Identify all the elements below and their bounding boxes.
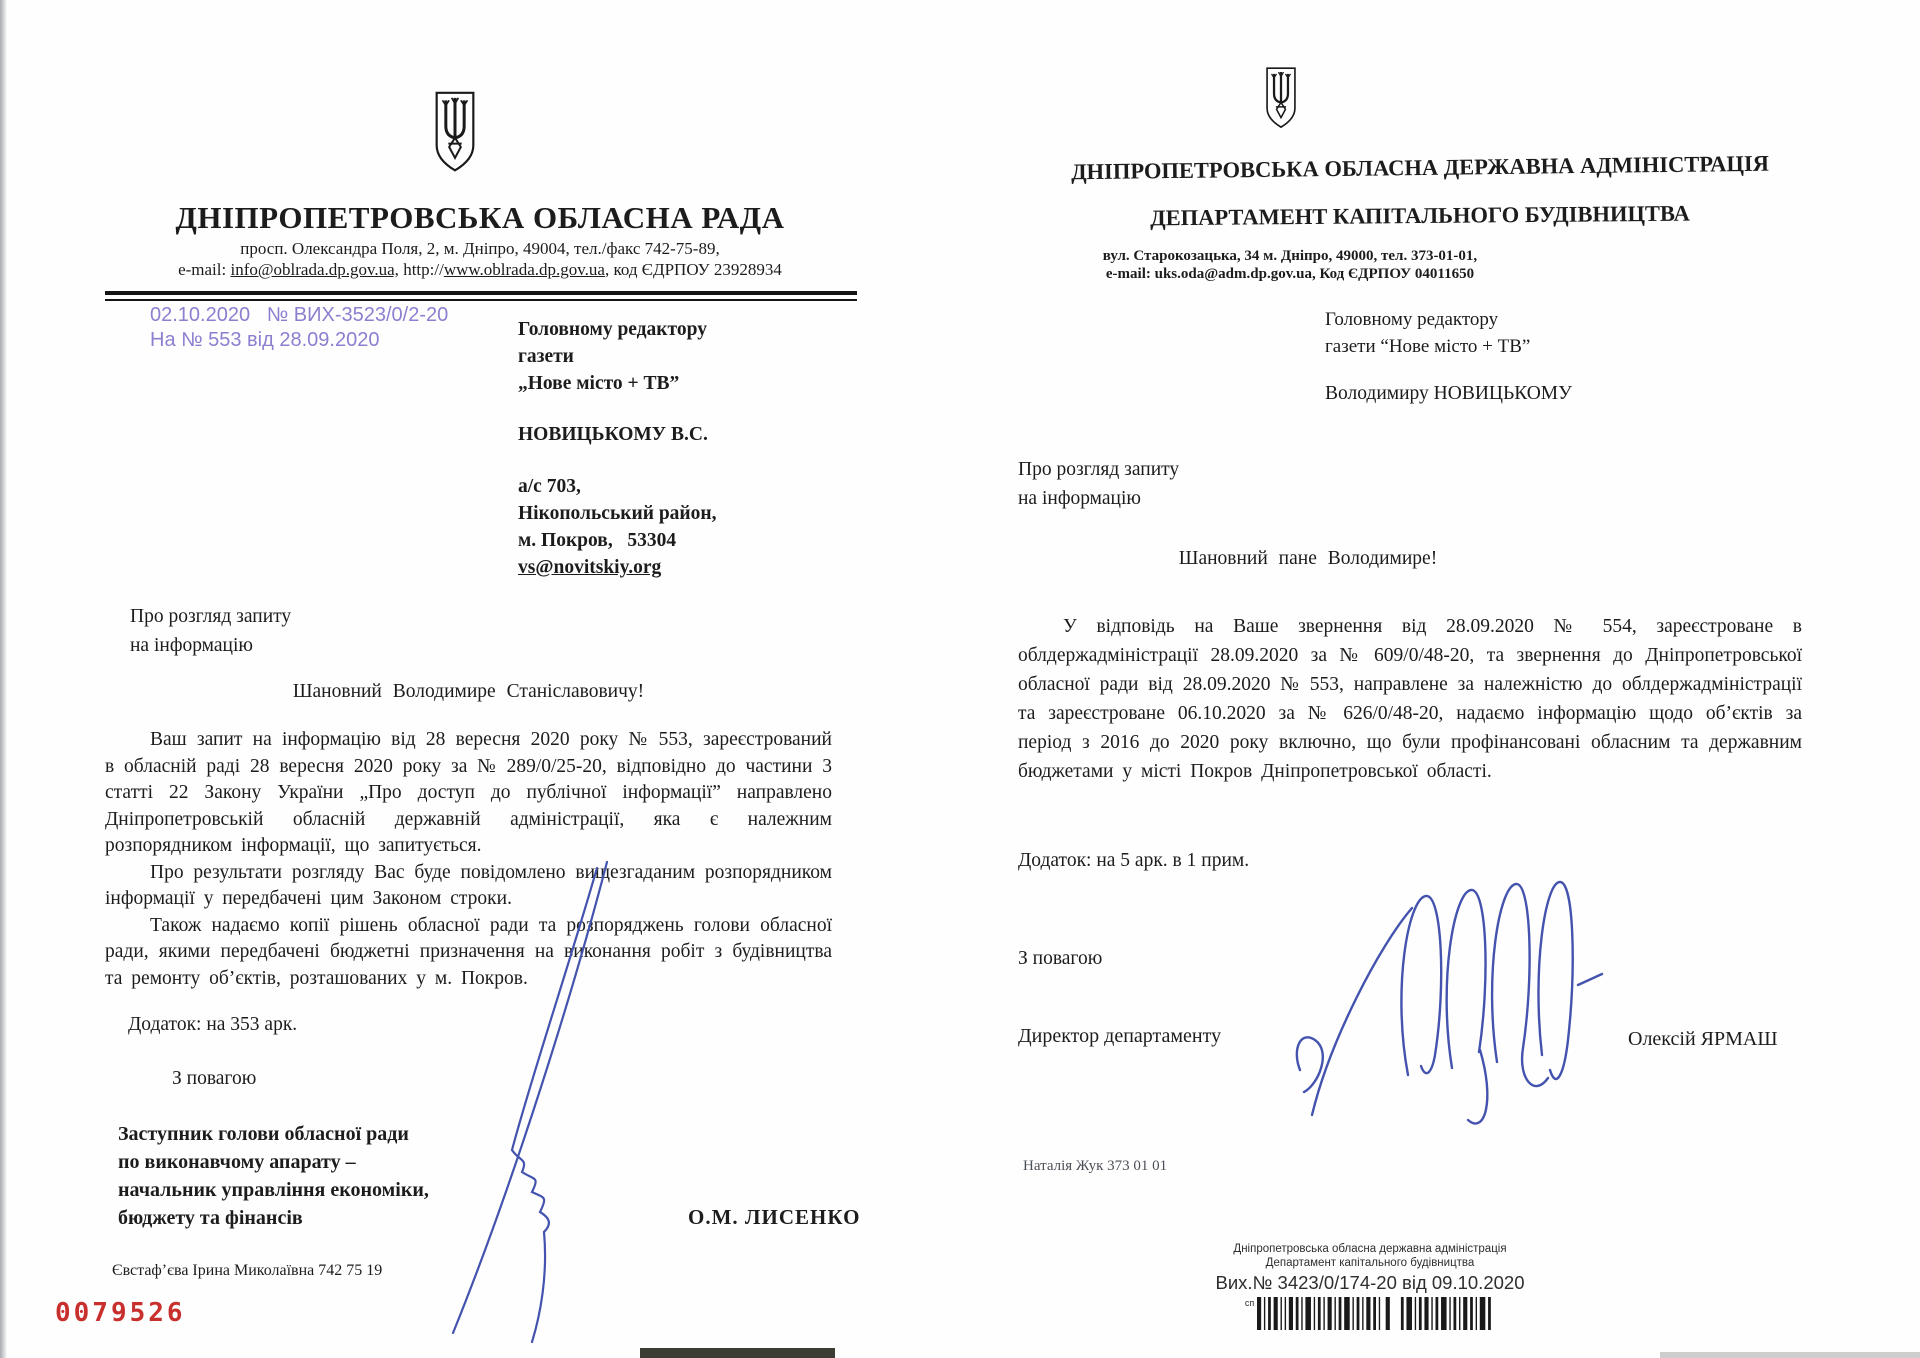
recipient-line: газети “Нове місто + ТВ” xyxy=(1325,336,1531,357)
header-divider xyxy=(105,291,857,301)
org-name: ДНІПРОПЕТРОВСЬКА ОБЛАСНА РАДА xyxy=(175,200,785,235)
recipient-line: Головному редактору xyxy=(1325,309,1499,330)
signer-title-line: Заступник голови обласної ради xyxy=(118,1123,409,1145)
signer-name: Олексій ЯРМАШ xyxy=(1628,1028,1778,1050)
org-website: www.oblrada.dp.gov.ua xyxy=(443,260,605,279)
subject-line: Про розгляд запиту xyxy=(1018,459,1180,480)
signer-title: Директор департаменту xyxy=(1018,1025,1222,1047)
recipient-email: vs@novitskiy.org xyxy=(518,557,662,578)
registration-block xyxy=(1210,1243,1530,1330)
recipient-addr: а/с 703, xyxy=(518,476,581,497)
registration-stamp-line1: 02.10.2020 № ВИХ-3523/0/2-20 xyxy=(150,304,449,326)
subject-block xyxy=(130,602,291,660)
email-label: e-mail: xyxy=(178,260,231,279)
registration-stamp-line2: На № 553 від 28.09.2020 xyxy=(150,329,380,351)
closing-phrase: З повагою xyxy=(1018,948,1103,969)
recipient-name: НОВИЦЬКОМУ В.С. xyxy=(518,424,708,445)
department-name: ДЕПАРТАМЕНТ КАПІТАЛЬНОГО БУДІВНИЦТВА xyxy=(1150,200,1690,231)
attachment-note: Додаток: на 353 арк. xyxy=(128,1014,298,1035)
contacts-mid: http:// xyxy=(398,260,444,279)
org-address: просп. Олександра Поля, 2, м. Дніпро, 49004, тел./факс 742-75-89, xyxy=(240,239,720,258)
recipient-name: Володимиру НОВИЦЬКОМУ xyxy=(1325,383,1572,404)
org-contacts xyxy=(85,260,875,280)
recipient-block xyxy=(518,316,818,581)
signer-title-line: по виконавчому апарату – xyxy=(118,1151,356,1173)
closing-phrase: З повагою xyxy=(172,1068,257,1089)
letter-oda-department xyxy=(960,0,1920,1358)
attachment-note: Додаток: на 5 арк. в 1 прим. xyxy=(1018,850,1250,871)
edrpou-code: , код ЄДРПОУ 23928934 xyxy=(604,260,782,279)
org-email: info@oblrada.dp.gov.ua, xyxy=(230,260,399,279)
subject-line: на інформацію xyxy=(1018,488,1141,509)
body-paragraph: У відповідь на Ваше звернення від 28.09.2020 № 554, зареєстроване в облдержадміністрації 28.09.2020 за № 609/0/48-20, та звернення до Дніпропетровської обласної ради від 28.09.2020 № 553, направлене за належністю до облдержадміністрації та зареєстроване 06.10.2020 за № 626/0/48-20, надаємо інформацію щодо об’єктів за період з 2016 до 2020 року включно, що були профінансовані обласним та державним бюджетами у місті Покров Дніпропетровської області. xyxy=(1018,616,1802,782)
registration-org-line: Дніпропетровська обласна державна адміністрація xyxy=(1233,1243,1507,1255)
recipient-addr: Нікопольський район, xyxy=(518,503,717,524)
body-paragraph: Також надаємо копії рішень обласної ради та розпоряджень голови обласної ради, якими передбачені бюджетні призначення на виконання робіт з будівництва та ремонту об’єктів, розташованих у м. Покров. xyxy=(105,914,832,989)
ukraine-trident-emblem xyxy=(430,90,480,174)
recipient-line: „Нове місто + ТВ” xyxy=(518,373,680,394)
subject-line: на інформацію xyxy=(130,635,253,656)
salutation: Шановний Володимире Станіславовичу! xyxy=(292,681,645,702)
ukraine-trident-emblem xyxy=(1262,56,1300,140)
registration-barcode xyxy=(1257,1297,1495,1330)
recipient-line: газети xyxy=(518,346,574,367)
body-paragraph: Про результати розгляду Вас буде повідомлено вищезгаданим розпорядником інформації у передбачені цим Законом строки. xyxy=(105,861,832,909)
serial-number-stamp: 0079526 xyxy=(55,1298,186,1328)
org-address-block xyxy=(960,247,1620,283)
contact-person: Наталія Жук 373 01 01 xyxy=(1023,1158,1168,1174)
contact-person: Євстаф’єва Ірина Миколаївна 742 75 19 xyxy=(112,1262,383,1279)
scan-artifact-strip xyxy=(1660,1352,1920,1358)
registration-dept-line: Департамент капітального будівництва xyxy=(1265,1256,1475,1269)
body-paragraph: Ваш запит на інформацію від 28 вересня 2020 року № 553, зареєстрований в обласній раді 28 вересня 2020 року за № 289/0/25-20, відповідно до частини 3 статті 22 Закону України „Про доступ до публічної інформації” направлено Дніпропетровській обласній державній адміністрації, яка є належним розпорядником інформації, що запитується. xyxy=(105,729,832,856)
salutation: Шановний пане Володимире! xyxy=(1178,548,1438,569)
recipient-line: Головному редактору xyxy=(518,319,707,340)
org-name: ДНІПРОПЕТРОВСЬКА ОБЛАСНА ДЕРЖАВНА АДМІНІСТРАЦІЯ xyxy=(1070,150,1770,185)
signer-title-line: начальник управління економіки, xyxy=(118,1179,429,1201)
letter-body xyxy=(105,727,832,992)
scan-edge-shadow xyxy=(0,0,7,1358)
letter-body xyxy=(1018,612,1802,786)
outgoing-number: Вих.№ 3423/0/174-20 від 09.10.2020 xyxy=(1215,1272,1525,1293)
signer-title-block xyxy=(118,1120,538,1232)
org-address: вул. Старокозацька, 34 м. Дніпро, 49000, тел. 373-01-01, xyxy=(1102,248,1478,264)
signer-title-line: бюджету та фінансів xyxy=(118,1207,303,1229)
scan-artifact-bar xyxy=(640,1348,835,1358)
subject-line: Про розгляд запиту xyxy=(130,606,292,627)
signer-name: О.М. ЛИСЕНКО xyxy=(688,1205,861,1229)
org-contacts: e-mail: uks.oda@adm.dp.gov.ua, Код ЄДРПОУ 04011650 xyxy=(1105,266,1475,282)
subject-block xyxy=(1018,455,1179,513)
barcode-prefix: сп xyxy=(1244,1298,1255,1308)
recipient-block xyxy=(1325,306,1530,360)
recipient-addr: м. Покров, 53304 xyxy=(518,530,677,551)
